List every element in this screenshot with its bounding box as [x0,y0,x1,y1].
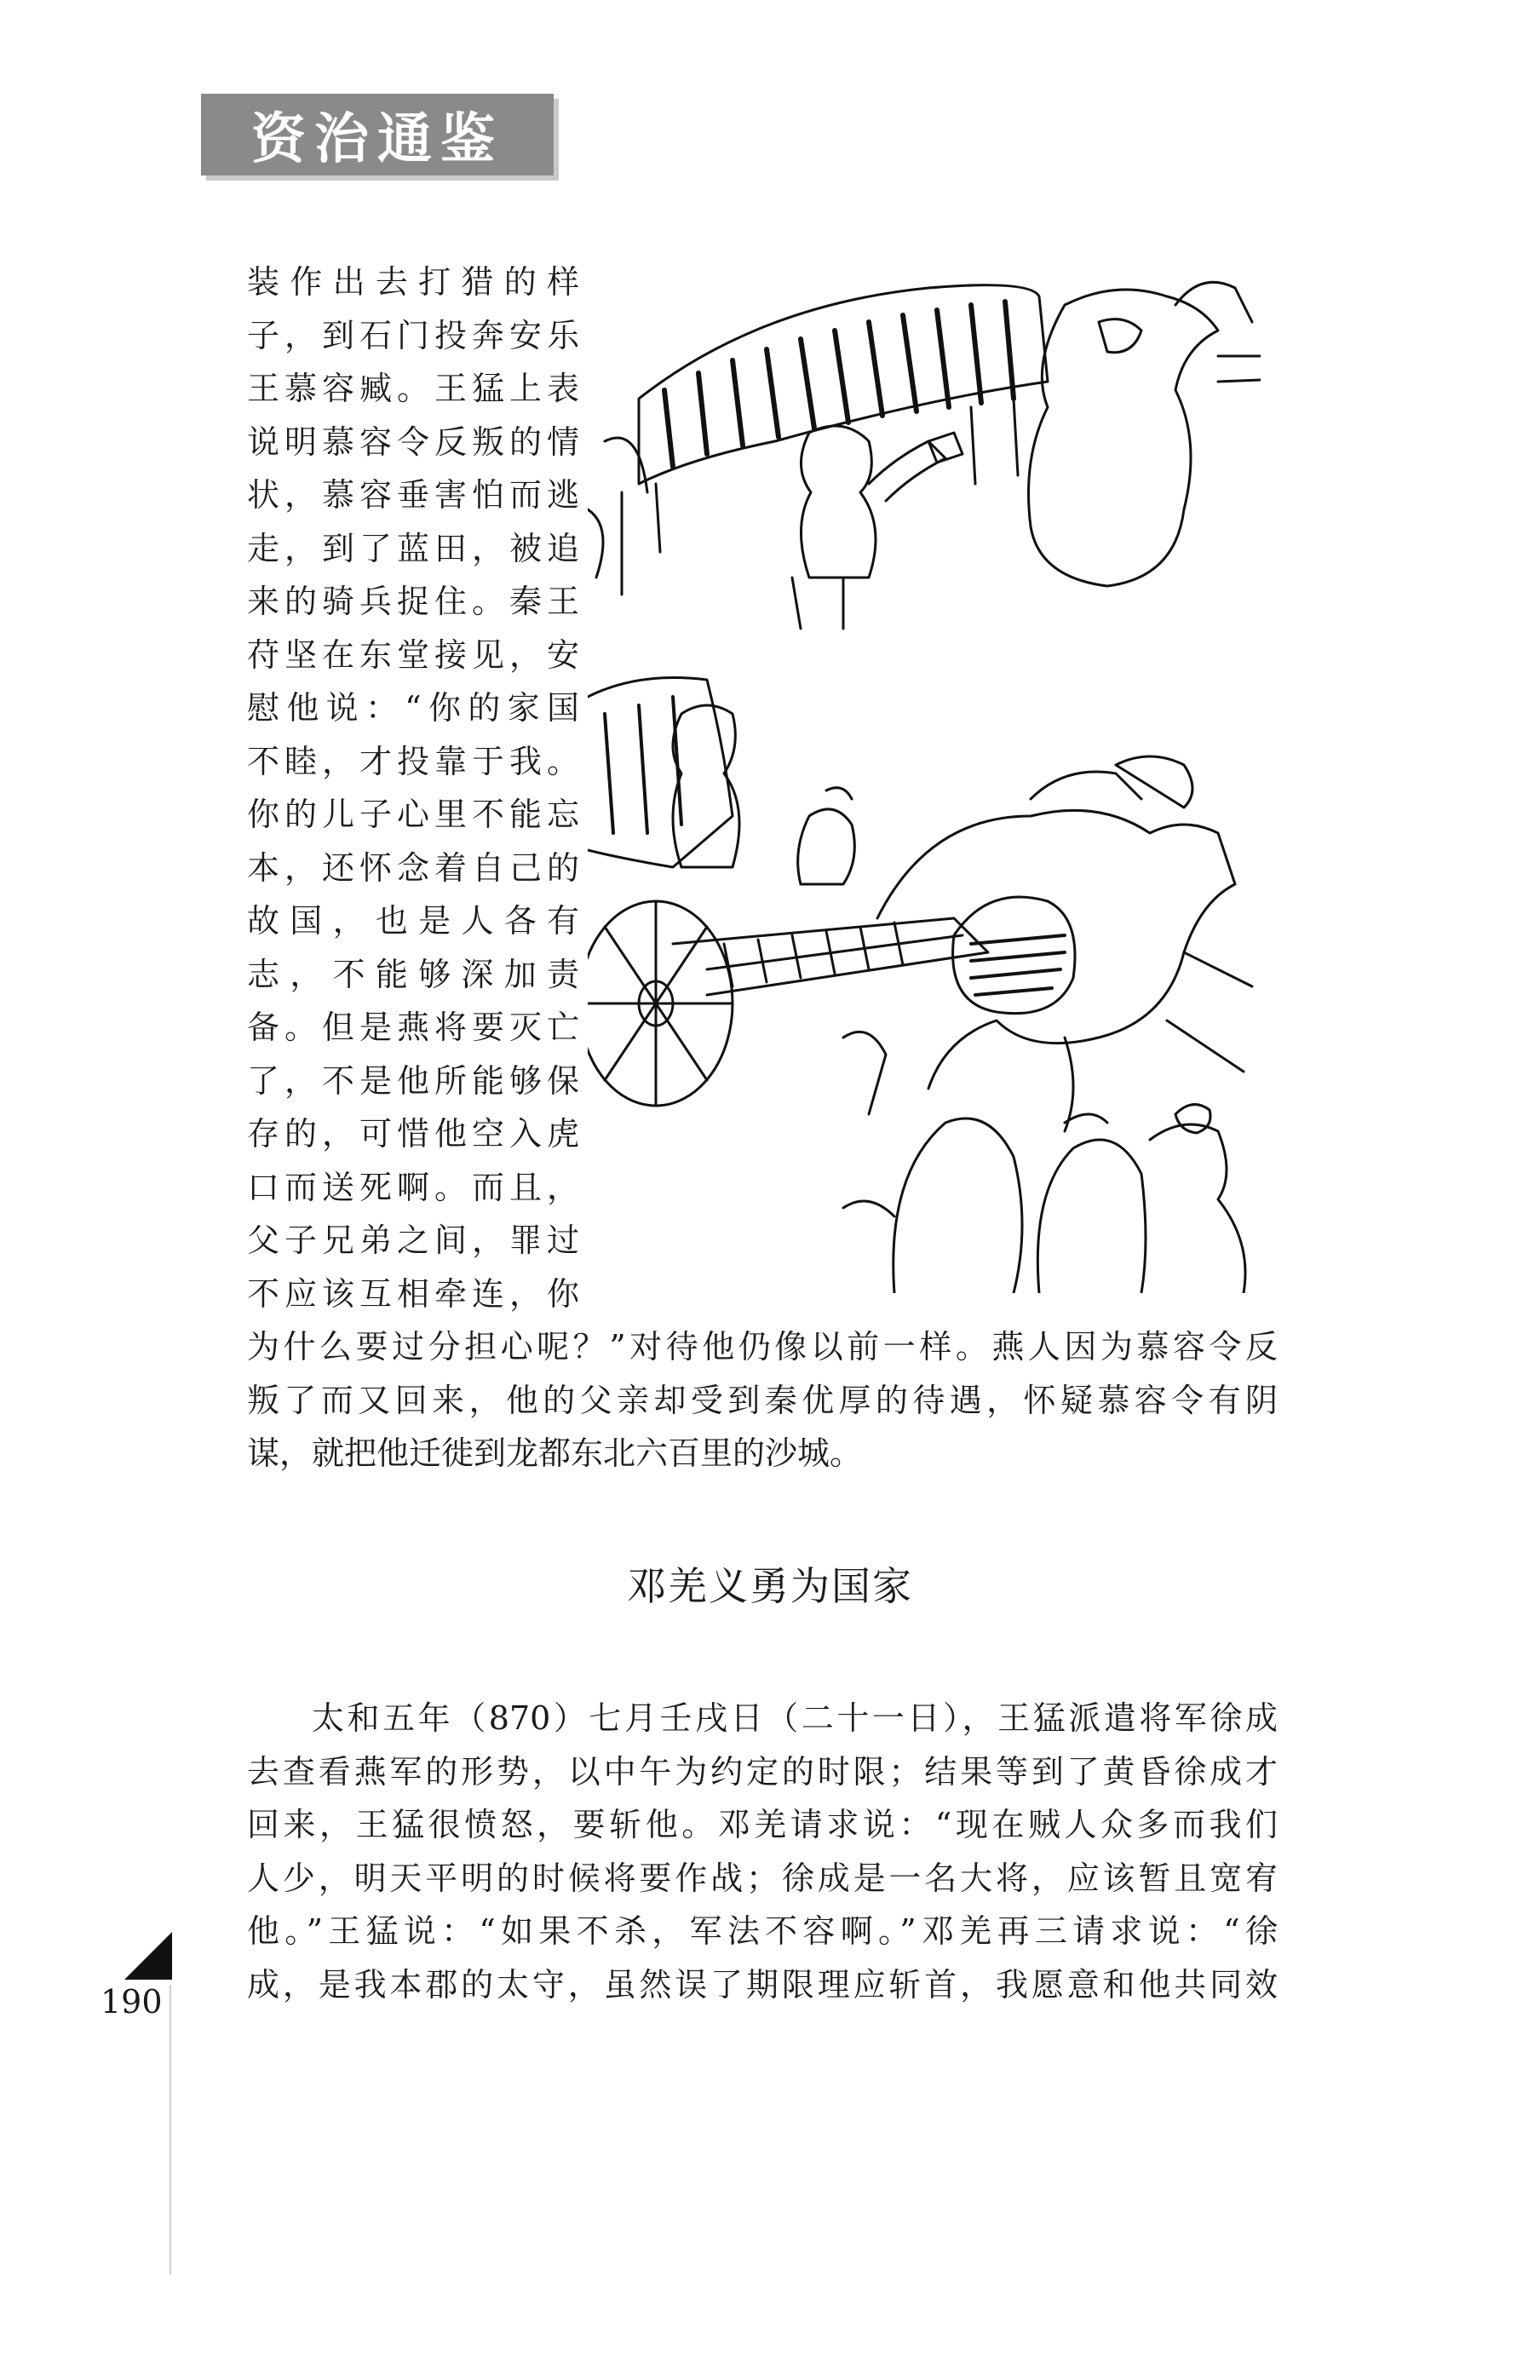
text-line: 本，还怀念着自己的 [247,848,579,887]
text-line: 你的儿子心里不能忘 [247,796,579,833]
text-line: 故国，也是人各有 [247,902,579,940]
text-line: 成，是我本郡的太守，虽然误了期限理应斩首，我愿意和他共同效 [247,1965,1278,2003]
text-line: 去查看燕军的形势，以中午为约定的时限；结果等到了黄昏徐成才 [247,1752,1278,1791]
text-line: 了，不是他所能够保 [247,1061,579,1100]
margin-rule [170,1985,171,2274]
chariot-drawing [588,678,988,1107]
rider-drawing [673,705,854,884]
text-line: 不应该互相牵连，你 [247,1274,579,1313]
text-line: 慰他说：“你的家国 [247,689,579,727]
text-line: 子，到石门投奔安乐 [247,316,579,354]
page-corner-triangle [124,1932,172,1980]
page-number: 190 [101,1983,163,2021]
illustration [588,271,1261,1293]
robed-figure-drawing [1029,282,1261,586]
attendants-drawing [843,1105,1245,1293]
book-title-banner [201,94,554,175]
text-line: 苻坚在东堂接见，安 [247,635,579,674]
text-line: 为什么要过分担心呢？”对待他仍像以前一样。燕人因为慕容令反 [247,1328,1278,1365]
text-line: 说明慕容令反叛的情 [247,423,579,461]
text-line: 走，到了蓝田，被追 [247,529,579,567]
paragraph [247,1692,1278,2011]
text-line: 志，不能够深加责 [247,955,579,993]
text-line: 谋，就把他迁徙到龙都东北六百里的沙城。 [247,1434,863,1472]
text-line: 父子兄弟之间，罪过 [247,1222,579,1259]
text-line: 回来，王猛很愤怒，要斩他。邓羌请求说：“现在贼人众多而我们 [247,1806,1278,1843]
text-line: 他。”王猛说：“如果不杀，军法不容啊。”邓羌再三请求说：“徐 [247,1912,1278,1950]
text-line: 王慕容臧。王猛上表 [247,370,579,407]
text-line: 口而送死啊。而且， [247,1168,579,1206]
text-line: 来的骑兵捉住。秦王 [247,583,579,620]
figure-drawing [792,426,962,629]
wrapped-paragraph [247,256,579,1320]
text-line: 状，慕容垂害怕而逃 [247,476,579,514]
text-line: 太和五年（870）七月壬戌日（二十一日），王猛派遣将军徐成 [312,1699,1278,1737]
text-line: 人少，明天平明的时候将要作战；徐成是一名大将，应该暂且宽宥 [247,1859,1278,1897]
canopy-drawing [588,285,1048,595]
text-line: 装作出去打猎的样 [247,263,579,301]
section-heading: 邓羌义勇为国家 [627,1563,913,1609]
text-line: 叛了而又回来，他的父亲却受到秦优厚的待遇，怀疑慕容令有阴 [247,1381,1278,1419]
text-line: 不睦，才投靠于我。 [247,742,579,780]
book-title: 资治通鉴 [251,108,503,171]
text-line: 备。但是燕将要灭亡 [247,1009,579,1046]
text-line: 存的，可惜他空入虎 [247,1115,579,1153]
paragraph [247,1320,1278,1480]
